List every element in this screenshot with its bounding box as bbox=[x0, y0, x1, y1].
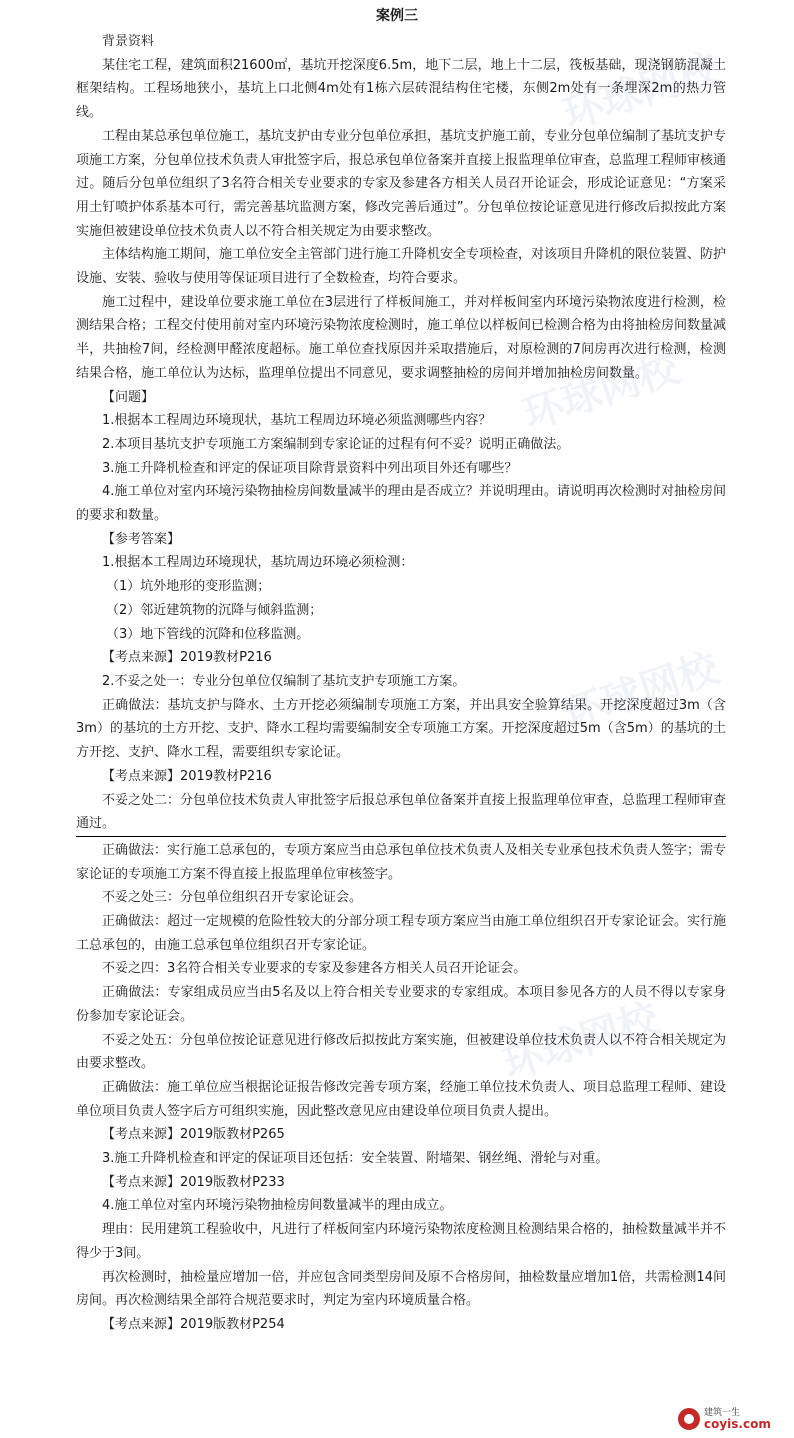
site-logo bbox=[678, 1404, 788, 1434]
paragraph: （3）地下管线的沉降和位移监测。 bbox=[106, 626, 310, 642]
paragraph: 【参考答案】 bbox=[102, 531, 181, 547]
watermark: 环球网校 bbox=[557, 645, 725, 739]
paragraph: 理由：民用建筑工程验收中，凡进行了样板间室内环境污染物浓度检测且检测结果合格的，抽检数量减半并不得少于3间。 bbox=[76, 1222, 727, 1261]
divider-line bbox=[76, 836, 726, 837]
paragraph: 4.施工单位对室内环境污染物抽检房间数量减半的理由成立。 bbox=[102, 1198, 453, 1214]
paragraph: 不妥之处三：分包单位组织召开专家论证会。 bbox=[102, 890, 363, 906]
paragraph: 正确做法：专家组成员应当由5名及以上符合相关专业要求的专家组成。本项目参见各方的人员不得以专家身份参加专家论证会。 bbox=[76, 985, 726, 1024]
paragraph: 正确做法：超过一定规模的危险性较大的分部分项工程专项方案应当由施工单位组织召开专家论证会。实行施工总承包的，由施工总承包单位组织召开专家论证。 bbox=[76, 914, 727, 953]
paragraph: 不妥之处五：分包单位按论证意见进行修改后拟按此方案实施，但被建设单位技术负责人以不符合相关规定为由要求整改。 bbox=[76, 1032, 727, 1072]
watermark: 环球网校 bbox=[557, 45, 725, 139]
paragraph: 2.本项目基坑支护专项施工方案编制到专家论证的过程有何不妥？说明正确做法。 bbox=[102, 436, 570, 452]
paragraph: 3.施工升降机检查和评定的保证项目除背景资料中列出项目外还有哪些？ bbox=[102, 460, 518, 476]
paragraph: 某住宅工程，建筑面积21600㎡，基坑开挖深度6.5m，地下二层，地上十二层，筏板基础，现浇钢筋混凝土框架结构。工程场地狭小，基坑上口北侧4m处有1栋六层砖混结构住宅楼，东侧2m处有一条埋深2m的热力管线。 bbox=[76, 57, 726, 121]
paragraph: 施工过程中，建设单位要求施工单位在3层进行了样板间施工，并对样板间室内环境污染物浓度进行检测，检测结果合格；工程交付使用前对室内环境污染物浓度检测时，施工单位以样板间已检测合格为由将抽检房间数量减半，共抽检7间，经检测甲醛浓度超标。施工单位查找原因并采取措施后，对原检测的7间房再次进行检测，检测结果合格，施工单位认为达标，监理单位提出不同意见，要求调整抽检的房间并增加抽检房间数量。 bbox=[76, 294, 727, 381]
paragraph: 3.施工升降机检查和评定的保证项目还包括：安全装置、附墙架、钢丝绳、滑轮与对重。 bbox=[102, 1151, 609, 1167]
logo-icon bbox=[678, 1408, 700, 1430]
paragraph: 【考点来源】2019版教材P265 bbox=[102, 1127, 285, 1143]
watermark: 环球网校 bbox=[517, 345, 685, 439]
paragraph: 【考点来源】2019版教材P254 bbox=[102, 1316, 285, 1332]
paragraph: 正确做法：施工单位应当根据论证报告修改完善专项方案，经施工单位技术负责人、项目总监理工程师、建设单位项目负责人签字后方可组织实施，因此整改意见应由建设单位项目负责人提出。 bbox=[76, 1079, 727, 1119]
paragraph: 主体结构施工期间，施工单位安全主管部门进行施工升降机安全专项检查，对该项目升降机的限位装置、防护设施、安装、验收与使用等保证项目进行了全数检查，均符合要求。 bbox=[76, 247, 727, 287]
paragraph: 【问题】 bbox=[102, 389, 155, 405]
logo-domain: coyis.com bbox=[704, 1417, 771, 1431]
case-title: 案例三 bbox=[376, 8, 418, 24]
paragraph: 工程由某总承包单位施工，基坑支护由专业分包单位承担，基坑支护施工前，专业分包单位编制了基坑支护专项施工方案，分包单位技术负责人审批签字后，报总承包单位备案并直接上报监理单位审查，总监理工程师审核通过。随后分包单位组织了3名符合相关专业要求的专家及参建各方相关人员召开论证会，形成论证意见：“方案采用土钉喷护体系基本可行，需完善基坑监测方案，修改完善后通过”。分包单位按论证意见进行修改后拟按此方案实施但被建设单位技术负责人以不符合相关规定为由要求整改。 bbox=[76, 128, 727, 239]
paragraph: 【考点来源】2019教材P216 bbox=[102, 768, 272, 784]
paragraph: 再次检测时，抽检量应增加一倍，并应包含同类型房间及原不合格房间，抽检数量应增加1倍，共需检测14间房间。再次检测结果全部符合规范要求时，判定为室内环境质量合格。 bbox=[76, 1269, 726, 1309]
document-body bbox=[76, 30, 726, 1337]
paragraph: 背景资料 bbox=[102, 34, 155, 49]
paragraph: 【考点来源】2019教材P216 bbox=[102, 650, 272, 666]
paragraph: 2.不妥之处一：专业分包单位仅编制了基坑支护专项施工方案。 bbox=[102, 673, 466, 689]
watermark: 环球网校 bbox=[497, 995, 665, 1089]
paragraph: 1.根据本工程周边环境现状，基坑工程周边环境必须监测哪些内容？ bbox=[102, 413, 492, 429]
paragraph: 不妥之四：3名符合相关专业要求的专家及参建各方相关人员召开论证会。 bbox=[102, 961, 527, 977]
logo-tagline: 建筑一生 bbox=[704, 1408, 741, 1418]
paragraph: （2）邻近建筑物的沉降与倾斜监测； bbox=[106, 602, 323, 618]
paragraph: （1）坑外地形的变形监测； bbox=[106, 579, 271, 595]
paragraph: 【考点来源】2019版教材P233 bbox=[102, 1174, 285, 1190]
paragraph: 不妥之处二：分包单位技术负责人审批签字后报总承包单位备案并直接上报监理单位审查，总监理工程师审查通过。 bbox=[76, 792, 727, 832]
paragraph: 正确做法：实行施工总承包的，专项方案应当由总承包单位技术负责人及相关专业承包技术负责人签字；需专家论证的专项施工方案不得直接上报监理单位审核签字。 bbox=[76, 842, 727, 882]
paragraph: 1.根据本工程周边环境现状，基坑周边环境必须检测： bbox=[102, 555, 414, 571]
paragraph: 正确做法：基坑支护与降水、土方开挖必须编制专项施工方案，并出具安全验算结果。开挖深度超过3m（含3m）的基坑的土方开挖、支护、降水工程均需要编制安全专项施工方案。开挖深度超过5m（含5m）的基坑的土方开挖、支护、降水工程，需要组织专家论证。 bbox=[76, 697, 726, 761]
paragraph: 4.施工单位对室内环境污染物抽检房间数量减半的理由是否成立？并说明理由。请说明再次检测时对抽检房间的要求和数量。 bbox=[76, 484, 726, 524]
